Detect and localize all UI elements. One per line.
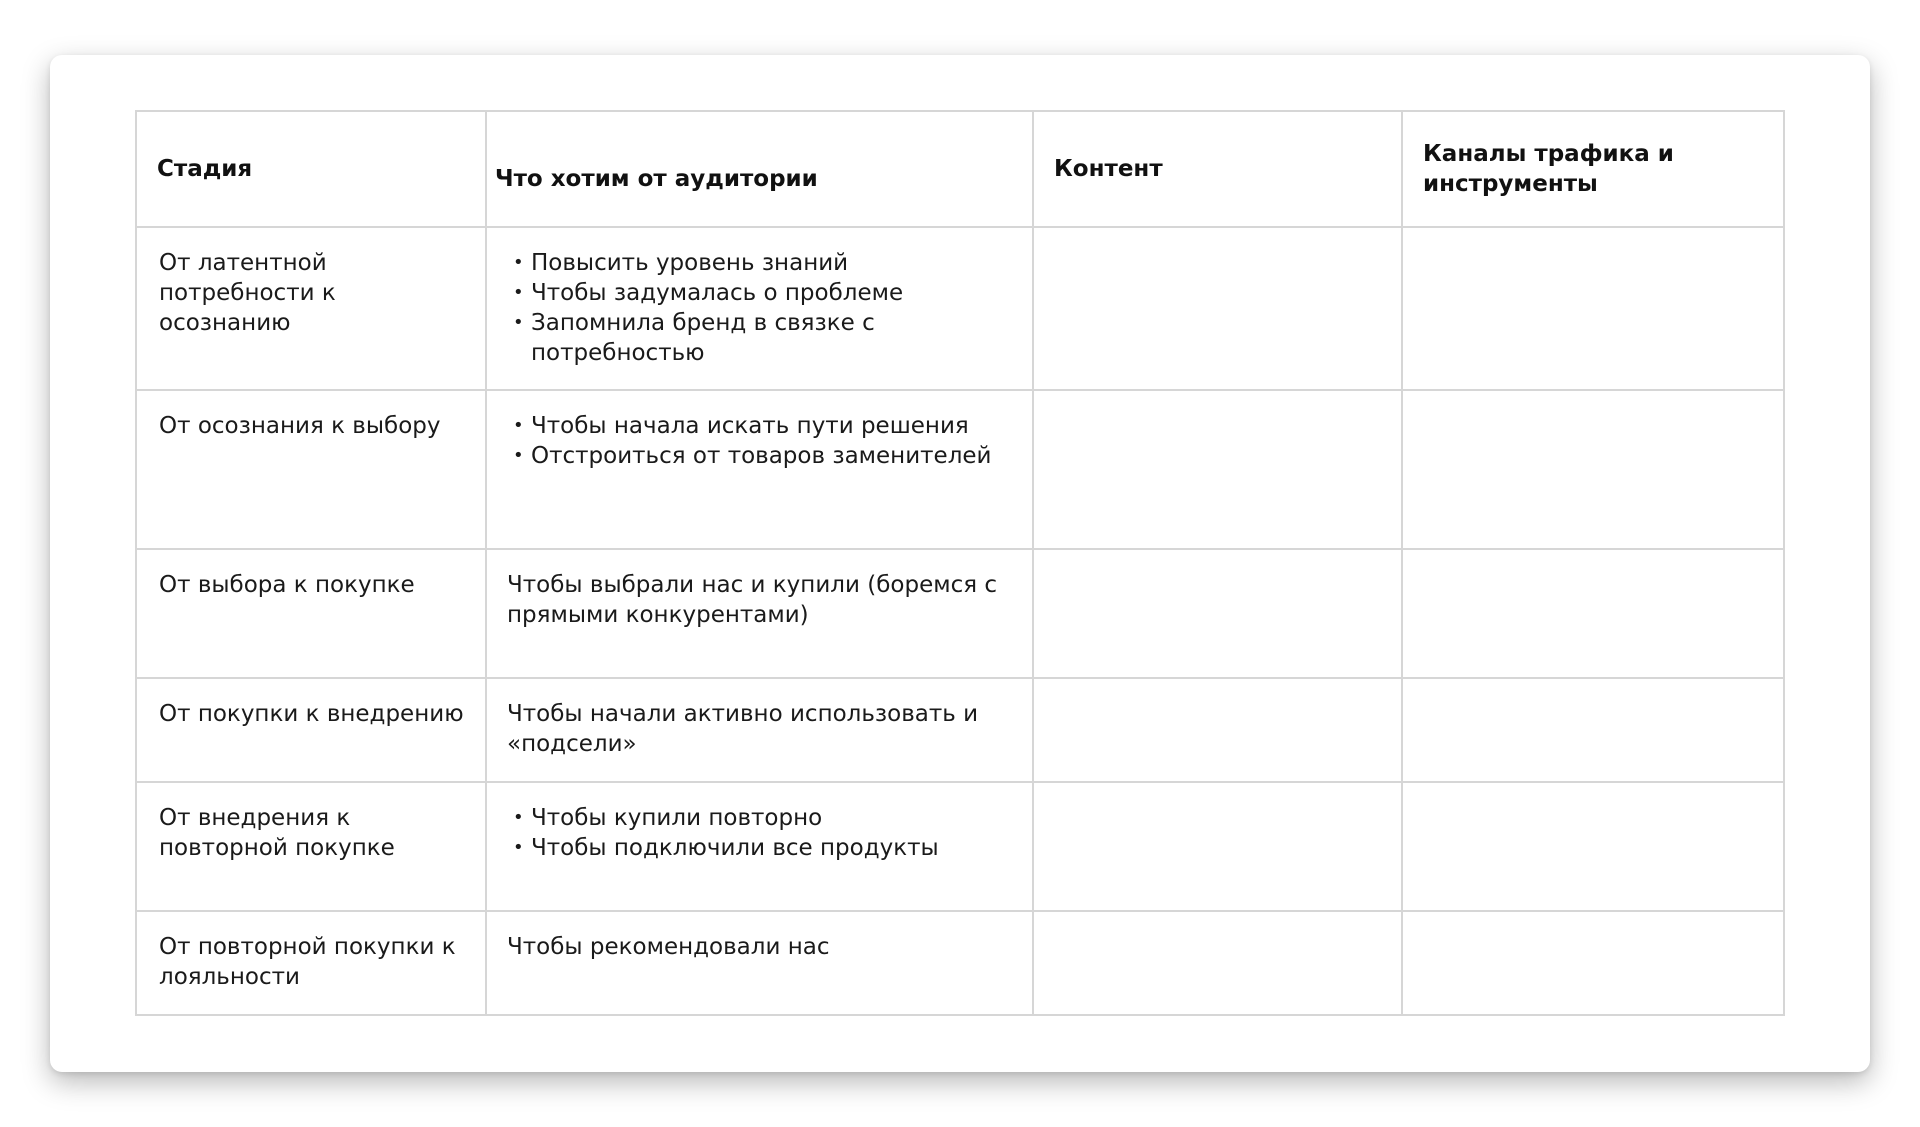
content-cell	[1033, 549, 1402, 678]
goal-list-item: • Чтобы подключили все продукты	[531, 833, 1016, 863]
table-row	[136, 678, 1784, 782]
goal-list	[507, 411, 1016, 471]
content-cell	[1033, 390, 1402, 549]
goal-list	[507, 248, 1016, 368]
table-row	[136, 911, 1784, 1015]
table-row	[136, 227, 1784, 390]
channels-cell	[1402, 390, 1784, 549]
stage-cell: От покупки к внедрению	[136, 678, 486, 782]
channels-cell	[1402, 911, 1784, 1015]
goal-list-item: • Повысить уровень знаний	[531, 248, 1016, 278]
goal-list-item: • Отстроиться от товаров заменителей	[531, 441, 1016, 471]
goal-list-item: • Чтобы задумалась о проблеме	[531, 278, 1016, 308]
content-cell	[1033, 678, 1402, 782]
stage-cell: От выбора к покупке	[136, 549, 486, 678]
table-row	[136, 549, 1784, 678]
header-stage: Стадия	[136, 111, 486, 227]
content-cell	[1033, 782, 1402, 911]
goal-cell: Чтобы выбрали нас и купили (боремся с прямыми конкурентами)	[486, 549, 1033, 678]
goal-cell	[486, 390, 1033, 549]
goal-list-item: • Запомнила бренд в связке с потребностью	[531, 308, 1016, 368]
goal-cell: Чтобы рекомендовали нас	[486, 911, 1033, 1015]
header-goal: Что хотим от аудитории	[486, 111, 1033, 227]
table-header-row	[136, 111, 1784, 227]
goal-list-item: • Чтобы купили повторно	[531, 803, 1016, 833]
goal-cell	[486, 782, 1033, 911]
channels-cell	[1402, 227, 1784, 390]
channels-cell	[1402, 782, 1784, 911]
content-cell	[1033, 227, 1402, 390]
table-row	[136, 390, 1784, 549]
header-content: Контент	[1033, 111, 1402, 227]
stage-cell: От повторной покупки к лояльности	[136, 911, 486, 1015]
channels-cell	[1402, 549, 1784, 678]
goal-list	[507, 803, 1016, 863]
stage-cell: От внедрения к повторной покупке	[136, 782, 486, 911]
goal-cell: Чтобы начали активно использовать и «подсели»	[486, 678, 1033, 782]
table-row	[136, 782, 1784, 911]
stages-table	[135, 110, 1785, 1016]
goal-cell	[486, 227, 1033, 390]
stage-cell: От латентной потребности к осознанию	[136, 227, 486, 390]
channels-cell	[1402, 678, 1784, 782]
goal-list-item: • Чтобы начала искать пути решения	[531, 411, 1016, 441]
header-channels: Каналы трафика и инструменты	[1402, 111, 1784, 227]
content-cell	[1033, 911, 1402, 1015]
stage-cell: От осознания к выбору	[136, 390, 486, 549]
